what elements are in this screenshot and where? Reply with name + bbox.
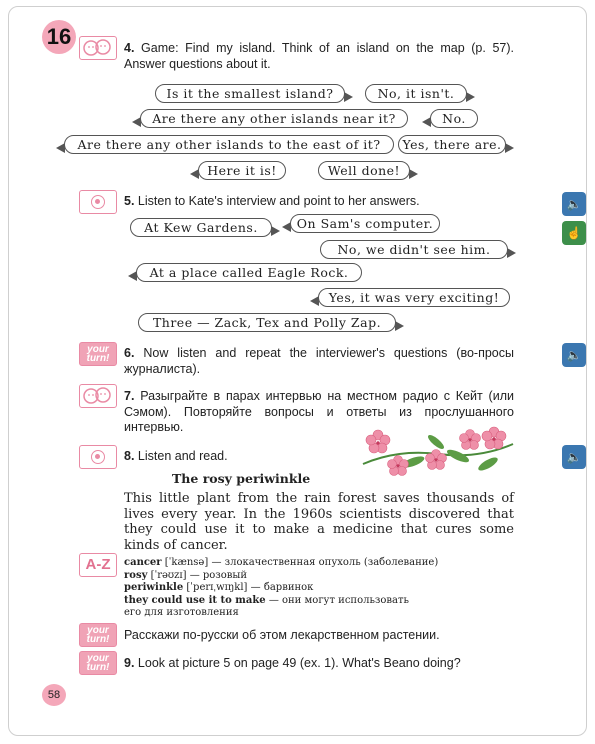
ex5-bubble-3: No, we didn't see him. [320,240,508,259]
ex7-instruction: 7. Разыграйте в парах интервью на местном радио с Кейт (или Сэмом). Повторяйте вопросы и ответы из прослушанного интервью. [124,389,514,434]
ex5-bubble-4: At a place called Eagle Rock. [136,263,362,282]
ex5-bubble-1: At Kew Gardens. [130,218,272,237]
vocab-item: periwinkle [ˈperɪˌwɪŋkl] — барвинок [124,582,314,594]
ex9-instruction: 9. Look at picture 5 on page 49 (ex. 1). What's Beano doing? [124,656,461,670]
reading-title: The rosy periwinkle [172,471,311,486]
ex4-bubble-7: Here it is! [198,161,286,180]
ex4-instruction: 4. Game: Find my island. Think of an island on the map (p. 57). Answer questions about it. [124,41,514,71]
ex4-bubble-8: Well done! [318,161,410,180]
ex4-bubble-5: Are there any other islands to the east of it? [64,135,394,154]
ex4-bubble-4: No. [430,109,478,128]
ex6-instruction: 6. Now listen and repeat the interviewer's questions (во-просы журналиста). [124,346,514,376]
ex5-bubble-5: Yes, it was very exciting! [318,288,510,307]
page-number: 58 [42,684,66,706]
audio-disc-icon [79,190,117,214]
ex5-instruction: 5. Listen to Kate's interview and point to her answers. [124,194,420,208]
hand-tap-icon[interactable]: ☝ [562,221,586,245]
vocab-item: they could use it to make — они могут использовать [124,594,409,606]
vocabulary-list [124,557,504,620]
ex4-bubble-6: Yes, there are. [398,135,506,154]
pair-faces-icon [79,384,117,408]
ex8-instruction: 8. Listen and read. [124,449,228,463]
your-turn-badge: your turn! [79,651,117,675]
lesson-number-badge: 16 [42,20,76,54]
speaker-icon[interactable]: 🔈 [562,192,586,216]
vocab-continuation: его для изготовления [124,607,239,619]
vocab-item: rosy [ˈrəʊzɪ] — розовый [124,569,248,581]
ex4-bubble-1: Is it the smallest island? [155,84,345,103]
task-ru: Расскажи по-русски об этом лекарственном растении. [124,628,440,642]
periwinkle-flowers-illustration [358,424,518,480]
vocabulary-badge: A-Z [79,553,117,577]
your-turn-badge: your turn! [79,623,117,647]
speaker-icon[interactable]: 🔈 [562,343,586,367]
speaker-icon[interactable]: 🔈 [562,445,586,469]
ex5-bubble-2: On Sam's computer. [290,214,440,233]
ex4-bubble-3: Are there any other islands near it? [140,109,408,128]
ex4-bubble-2: No, it isn't. [365,84,467,103]
your-turn-badge: your turn! [79,342,117,366]
pair-faces-icon [79,36,117,60]
vocab-item: cancer [ˈkænsə] — злокачественная опухоль (заболевание) [124,557,439,568]
reading-text: This little plant from the rain forest saves thousands of lives every year. In the 1960s scientists discovered that they could use it to make a medicine that cures some kinds of cancer. [124,491,514,553]
ex5-bubble-6: Three — Zack, Tex and Polly Zap. [138,313,396,332]
audio-disc-icon [79,445,117,469]
